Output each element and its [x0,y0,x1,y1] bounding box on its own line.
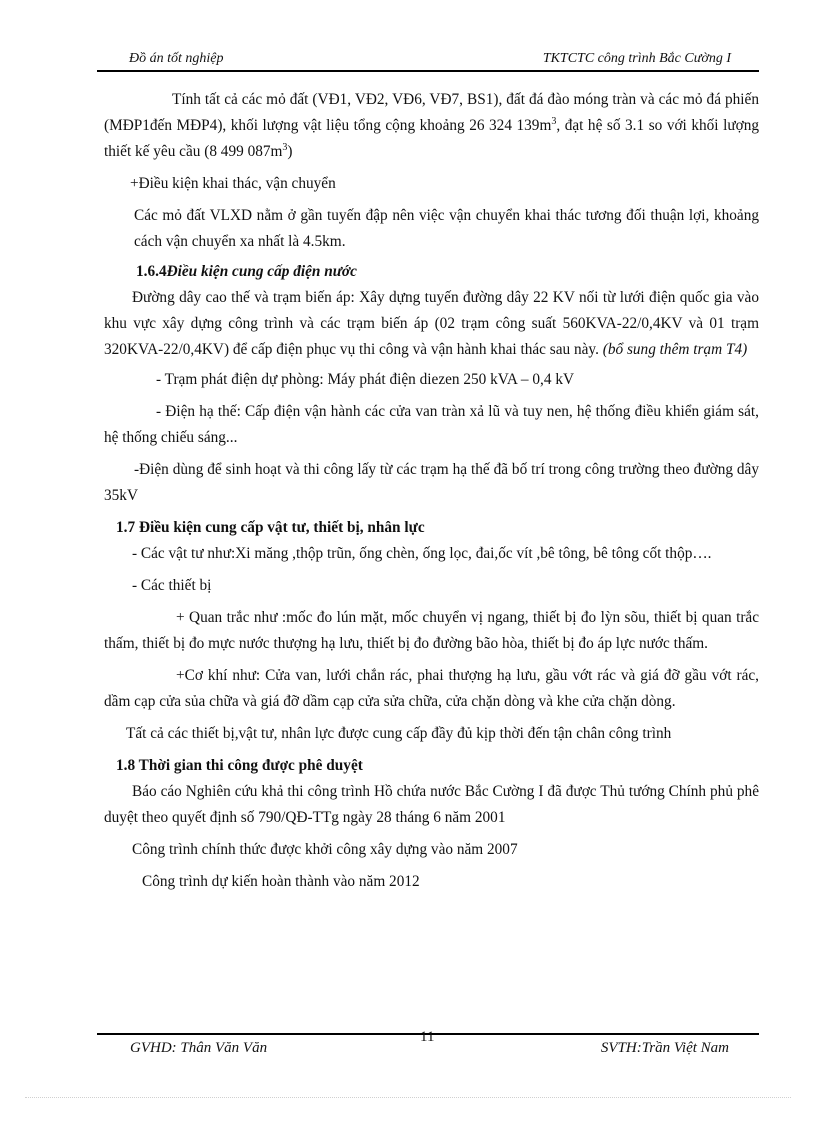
heading-1-7: 1.7 Điều kiện cung cấp vật tư, thiết bị, nhân lực [116,519,425,536]
page-bottom-divider [25,1097,791,1098]
footer-supervisor: GVHD: Thân Văn Văn [130,1040,268,1056]
paragraph-supply-summary: Tất cả các thiết bị,vật tư, nhân lực được cung cấp đầy đủ kịp thời đến tận chân công trình [126,725,672,742]
header-left: Đồ án tốt nghiệp [129,51,224,66]
page-content [104,87,759,895]
paragraph-equipment: - Các thiết bị [132,577,212,594]
footer-student: SVTH:Trần Việt Nam [600,1040,729,1056]
page-header [97,50,759,72]
paragraph-monitoring-equipment: + Quan trắc như :mốc đo lún mặt, mốc chuyển vị ngang, thiết bị đo lỳn sõu, thiết bị quan trắc thấm, thiết bị đo mực nước thượng hạ lưu, thiết bị đo đường bão hòa, thiết bị đo áp lực nước thấm. [104,609,759,652]
heading-1-6-4: 1.6.4Điều kiện cung cấp điện nước [136,263,357,280]
paragraph-transport: Các mỏ đất VLXD nằm ở gần tuyến đập nên việc vận chuyển khai thác tương đối thuận lợi, khoảng cách vận chuyển xa nhất là 4.5km. [134,207,759,250]
paragraph-extraction-title: +Điều kiện khai thác, vận chuyển [130,175,336,192]
page-number: 11 [420,1029,435,1045]
header-right: TKTCTC công trình Bắc Cường I [542,51,731,66]
heading-1-8: 1.8 Thời gian thi công được phê duyệt [116,757,363,774]
paragraph-start-year: Công trình chính thức được khởi công xây dựng vào năm 2007 [132,841,518,858]
paragraph-power-line: Đường dây cao thế và trạm biến áp: Xây dựng tuyến đường dây 22 KV nối từ lưới điện quốc gia vào khu vực xây dựng công trình và các trạm biến áp (02 trạm công suất 560KVA-22/0,4KV và 01 trạm 320KVA-22/0,4KV) để cấp điện phục vụ thi công và vận hành khai thác sau này. (bổ sung thêm trạm T4) [104,289,759,358]
paragraph-material-volume: Tính tất cả các mỏ đất (VĐ1, VĐ2, VĐ6, VĐ7, BS1), đất đá đào móng tràn và các mỏ đá phiến (MĐP1đến MĐP4), khối lượng vật liệu tổng cộng khoảng 26 324 $139m^3$, đạt hệ số 3.1 so với khối lượng thiết kế yêu cầu (8 499 $087m^3$) [104,91,759,160]
paragraph-mechanical-equipment: +Cơ khí như: Cửa van, lưới chắn rác, phai thượng hạ lưu, gầu vớt rác và giá đỡ gầu vớt rác, dầm cạp cửa sủa chữa và giá đỡ dầm cạp cửa sửa chữa, cửa chặn dòng và khe cửa chặn dòng. [104,667,759,710]
page-footer [97,1029,759,1065]
paragraph-approval: Báo cáo Nghiên cứu khả thi công trình Hồ chứa nước Bắc Cường I đã được Thủ tướng Chính phủ phê duyệt theo quyết định số 790/QĐ-TTg ngày 28 tháng 6 năm 2001 [104,783,759,826]
paragraph-completion-year: Công trình dự kiến hoàn thành vào năm 2012 [142,873,420,890]
paragraph-low-voltage: - Điện hạ thế: Cấp điện vận hành các cửa van tràn xả lũ và tuy nen, hệ thống điều khiển giám sát, hệ thống chiếu sáng... [104,403,759,446]
paragraph-materials: - Các vật tư như:Xi măng ,thộp trũn, ống chèn, ống lọc, đai,ốc vít ,bê tông, bê tông cốt thộp…. [132,545,712,562]
paragraph-construction-power: -Điện dùng để sinh hoạt và thi công lấy từ các trạm hạ thế đã bố trí trong công trường theo đường dây 35kV [104,461,759,504]
paragraph-backup-generator: - Trạm phát điện dự phòng: Máy phát điện diezen 250 kVA – 0,4 kV [156,371,575,388]
